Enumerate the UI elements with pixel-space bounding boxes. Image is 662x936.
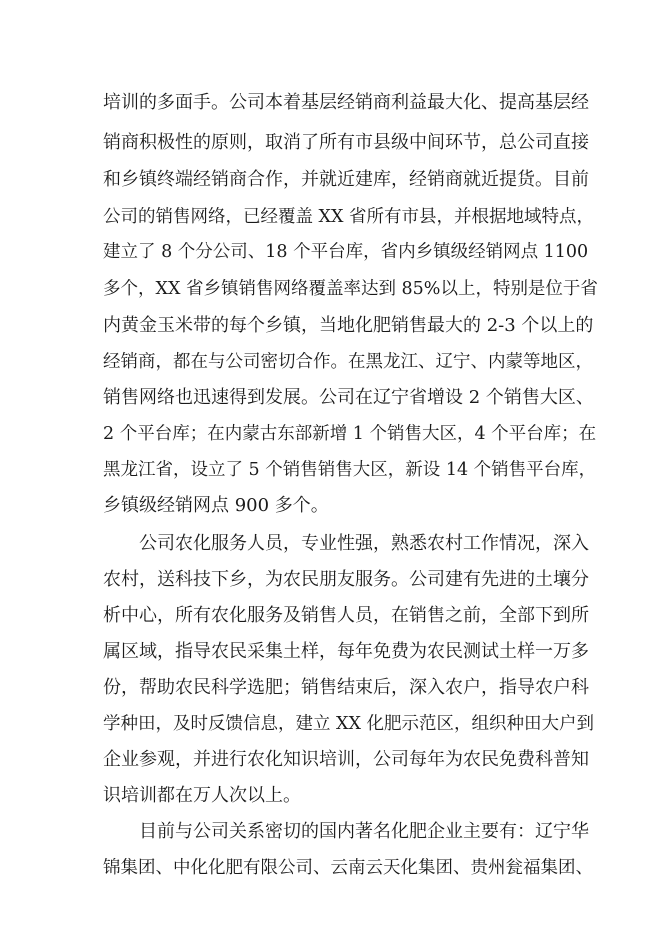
text-line: 析中心，所有农化服务及销售人员，在销售之前，全部下到所	[103, 605, 589, 626]
text-line: 乡镇级经销网点 900 多个。	[103, 495, 329, 516]
text-line: 建立了 8 个分公司、18 个平台库，省内乡镇级经销网点 1100	[103, 242, 589, 262]
text-line: 目前与公司关系密切的国内著名化肥企业主要有：辽宁华	[139, 821, 589, 842]
text-line: 农村，送科技下乡，为农民朋友服务。公司建有先进的土壤分	[103, 569, 589, 590]
text-line: 公司农化服务人员，专业性强，熟悉农村工作情况，深入	[139, 533, 589, 554]
text-line: 培训的多面手。公司本着基层经销商利益最大化、提高基层经	[103, 92, 589, 113]
text-line: 属区域，指导农民采集土样，每年免费为农民测试土样一万多	[103, 641, 589, 662]
text-line: 锦集团、中化化肥有限公司、云南云天化集团、贵州瓮福集团、	[103, 858, 593, 878]
text-line: 份，帮助农民科学选肥；销售结束后，深入农户，指导农户科	[103, 677, 589, 698]
text-line: 销商积极性的原则，取消了所有市县级中间环节，总公司直接	[103, 132, 589, 153]
text-line: 多个，XX 省乡镇销售网络覆盖率达到 85%以上，特别是位于省	[103, 279, 598, 299]
text-line: 销售网络也迅速得到发展。公司在辽宁省增设 2 个销售大区、	[103, 387, 594, 408]
text-line: 学种田，及时反馈信息，建立 XX 化肥示范区，组织种田大户到	[103, 714, 595, 734]
text-line: 识培训都在万人次以上。	[103, 785, 301, 806]
text-line: 和乡镇终端经销商合作，并就近建库，经销商就近提货。目前	[103, 169, 589, 190]
text-line: 黑龙江省，设立了 5 个销售销售大区，新设 14 个销售平台库，	[103, 460, 597, 480]
text-line: 经销商，都在与公司密切合作。在黑龙江、辽宁、内蒙等地区，	[103, 352, 593, 372]
text-line: 内黄金玉米带的每个乡镇，当地化肥销售最大的 2-3 个以上的	[103, 315, 594, 336]
text-line: 公司的销售网络，已经覆盖 XX 省所有市县，并根据地域特点，	[103, 207, 595, 227]
text-line: 企业参观，并进行农化知识培训，公司每年为农民免费科普知	[103, 749, 589, 770]
text-line: 2 个平台库；在内蒙古东部新增 1 个销售大区，4 个平台库；在	[103, 424, 597, 444]
